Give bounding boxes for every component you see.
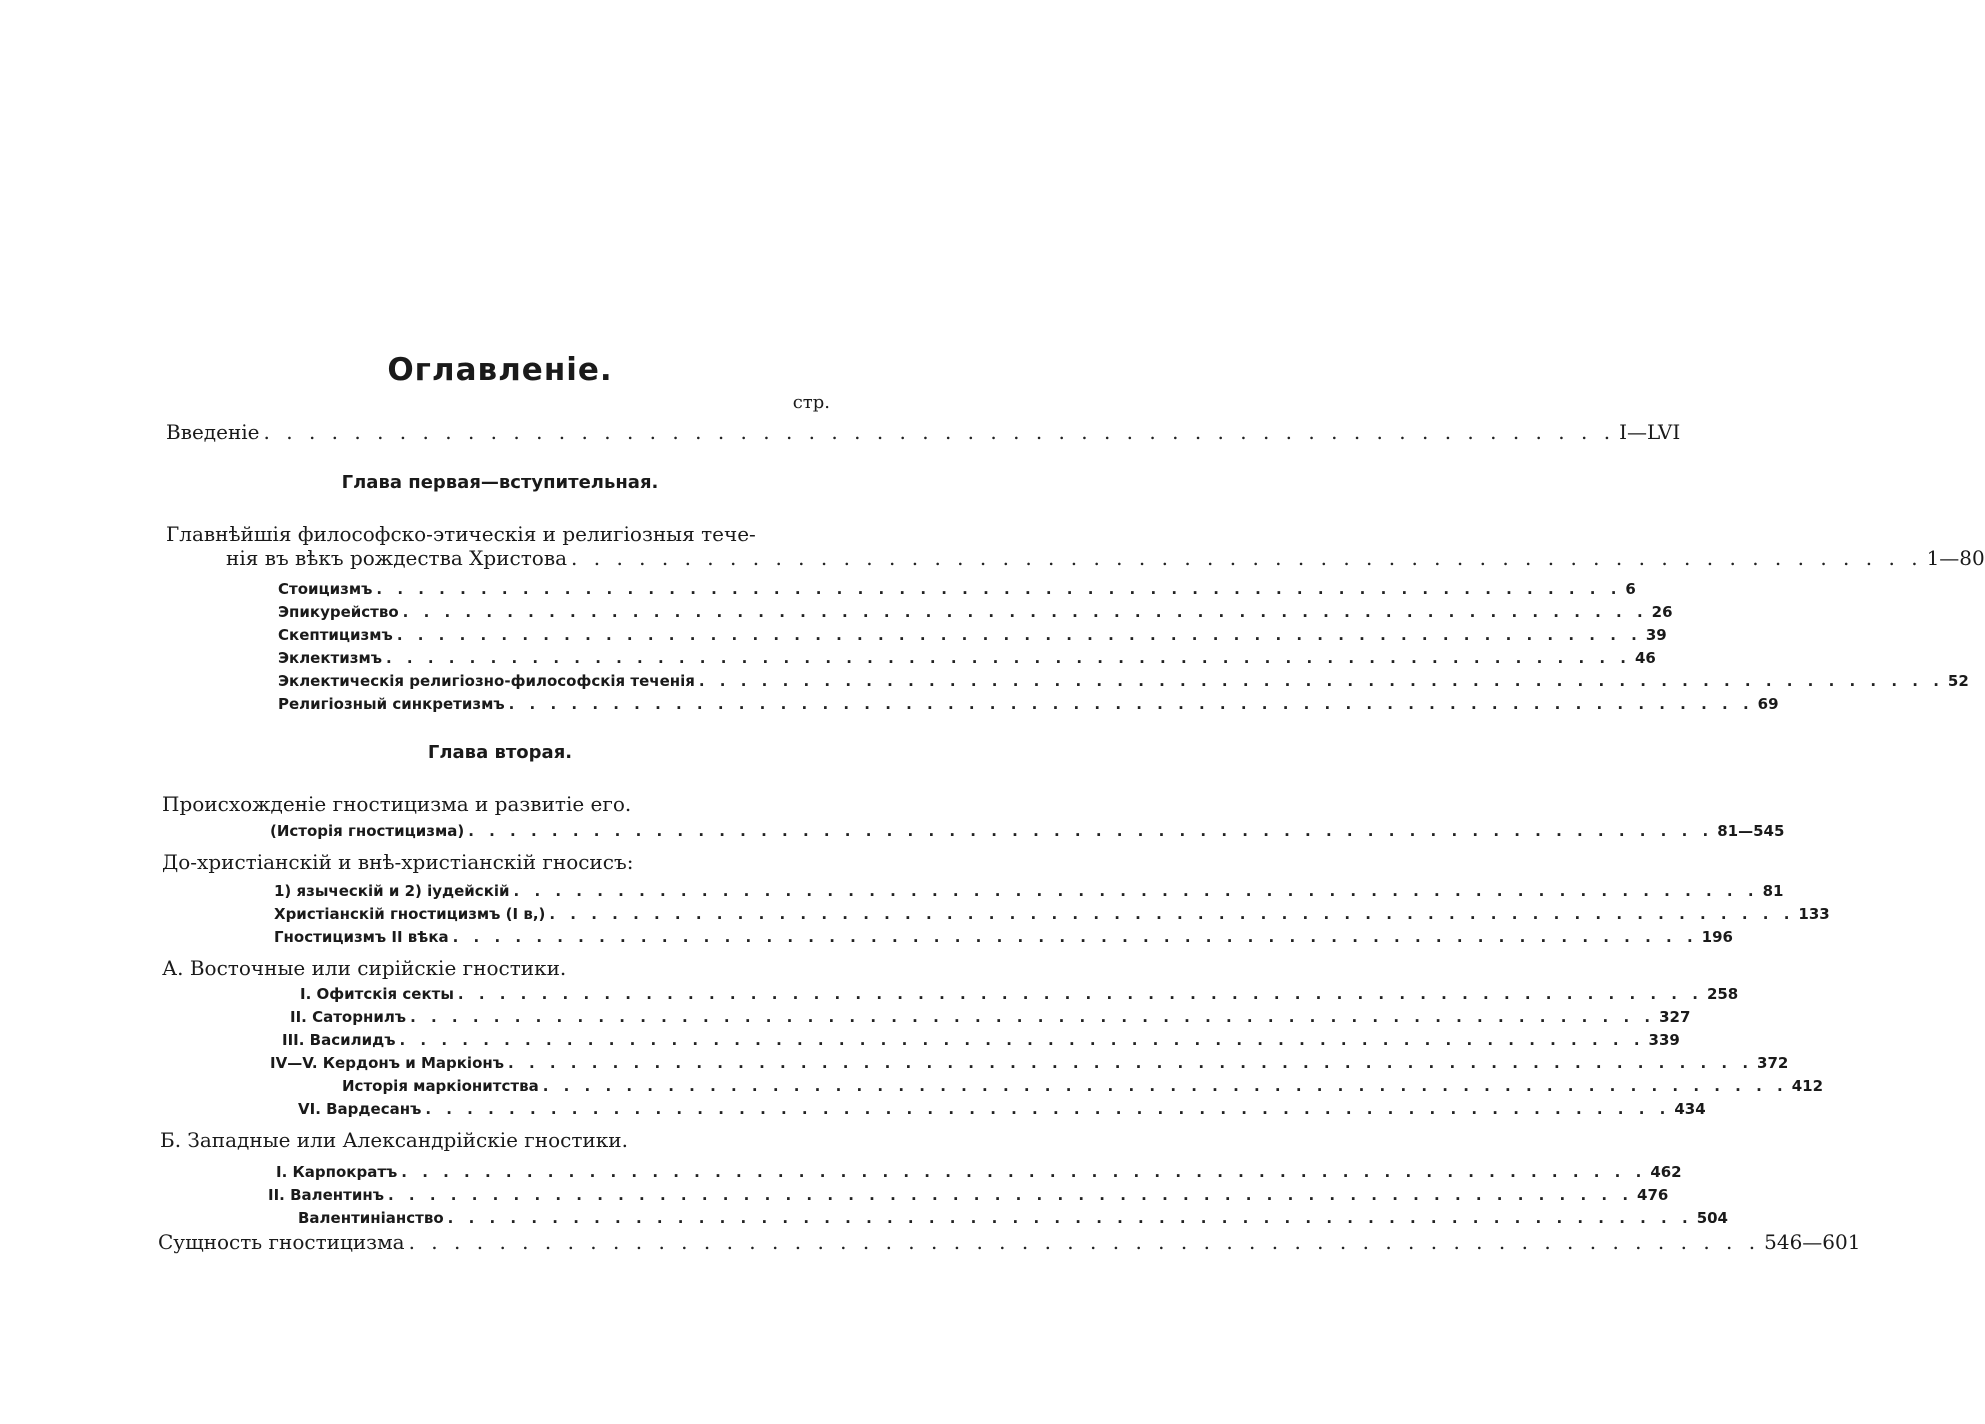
toc-subentry[interactable]	[278, 580, 1636, 598]
toc-entry-intro[interactable]	[166, 420, 1681, 444]
toc-entry-label: Эпикурейство	[278, 603, 399, 621]
leader-dots: . . . . . . . . . . . . . . . . . . . . . . . . . . . . . . . . . . . . . . . . . . . . . . . . . . . . . . . . . . . .	[410, 1008, 1656, 1026]
toc-subentry[interactable]	[278, 695, 1779, 713]
leader-dots: . . . . . . . . . . . . . . . . . . . . . . . . . . . . . . . . . . . . . . . . . . . . . . . . . . . . . . . . . . . .	[542, 1077, 1788, 1095]
leader-dots: . . . . . . . . . . . . . . . . . . . . . . . . . . . . . . . . . . . . . . . . . . . . . . . . . . . . . . . . . . . .	[376, 580, 1622, 598]
toc-entry-page: 46	[1635, 649, 1656, 667]
toc-subentry[interactable]	[300, 985, 1739, 1003]
toc-entry-label: 1) языческій и 2) іудейскій	[274, 882, 510, 900]
toc-pre-christian-line: До-христіанскій и внѣ-христіанскій гносисъ:	[162, 850, 634, 874]
toc-entry-label: III. Василидъ	[282, 1031, 396, 1049]
leader-dots: . . . . . . . . . . . . . . . . . . . . . . . . . . . . . . . . . . . . . . . . . . . . . . . . . . . . . . . . . . . .	[396, 626, 1642, 644]
toc-origin-line: Происхожденіе гностицизма и развитіе его.	[162, 792, 632, 816]
toc-entry-label: Стоицизмъ	[278, 580, 373, 598]
toc-subentry[interactable]	[282, 1031, 1680, 1049]
toc-section-b: Б. Западные или Александрійскіе гностики.	[160, 1128, 628, 1152]
toc-entry-page: 504	[1696, 1209, 1728, 1227]
toc-entry-page: 196	[1701, 928, 1733, 946]
toc-entry-label: II. Саторнилъ	[290, 1008, 407, 1026]
leader-dots: . . . . . . . . . . . . . . . . . . . . . . . . . . . . . . . . . . . . . . . . . . . . . . . . . . . . . . . . . . . .	[508, 1054, 1754, 1072]
toc-entry-label: Гностицизмъ II вѣка	[274, 928, 449, 946]
toc-entry-page: 1—80	[1926, 546, 1985, 570]
toc-subentry[interactable]	[274, 882, 1784, 900]
toc-entry-page: I—LVI	[1619, 420, 1681, 444]
toc-entry-label: VI. Вардесанъ	[298, 1100, 422, 1118]
toc-entry-page: 372	[1757, 1054, 1789, 1072]
toc-entry-page: 81	[1762, 882, 1784, 900]
toc-subentry[interactable]	[270, 1054, 1789, 1072]
toc-entry-label: Эклектическія религіозно-философскія теченія	[278, 672, 695, 690]
toc-entry-label: Скептицизмъ	[278, 626, 393, 644]
leader-dots: . . . . . . . . . . . . . . . . . . . . . . . . . . . . . . . . . . . . . . . . . . . . . . . . . . . . . . . . . . . .	[263, 420, 1616, 444]
toc-entry-label: нія въ вѣкъ рождества Христова	[226, 546, 568, 570]
toc-entry-label: Христіанскій гностицизмъ (I в,)	[274, 905, 546, 923]
toc-entry-page: 39	[1645, 626, 1667, 644]
leader-dots: . . . . . . . . . . . . . . . . . . . . . . . . . . . . . . . . . . . . . . . . . . . . . . . . . . . . . . . . . . . .	[408, 1230, 1761, 1254]
leader-dots: . . . . . . . . . . . . . . . . . . . . . . . . . . . . . . . . . . . . . . . . . . . . . . . . . . . . . . . . . . . .	[549, 905, 1795, 923]
toc-entry-page: 69	[1757, 695, 1779, 713]
leader-dots: . . . . . . . . . . . . . . . . . . . . . . . . . . . . . . . . . . . . . . . . . . . . . . . . . . . . . . . . . . . .	[402, 603, 1648, 621]
toc-section-a: А. Восточные или сирійскіе гностики.	[162, 956, 567, 980]
leader-dots: . . . . . . . . . . . . . . . . . . . . . . . . . . . . . . . . . . . . . . . . . . . . . . . . . . . . . . . . . . . .	[388, 1186, 1634, 1204]
toc-entry-label: Религіозный синкретизмъ	[278, 695, 505, 713]
page-column-header: стр.	[792, 392, 830, 413]
toc-entry-page: 6	[1625, 580, 1636, 598]
leader-dots: . . . . . . . . . . . . . . . . . . . . . . . . . . . . . . . . . . . . . . . . . . . . . . . . . . . . . . . . . . . .	[698, 672, 1944, 690]
leader-dots: . . . . . . . . . . . . . . . . . . . . . . . . . . . . . . . . . . . . . . . . . . . . . . . . . . . . . . . . . . . .	[508, 695, 1754, 713]
toc-entry-label: Введеніе	[166, 420, 260, 444]
toc-entry-page: 412	[1791, 1077, 1824, 1095]
toc-entry-page: 26	[1651, 603, 1673, 621]
toc-subentry[interactable]	[278, 603, 1673, 621]
toc-main-line-1: Главнѣйшія философско-этическія и религіозныя тече-	[166, 522, 756, 546]
leader-dots: . . . . . . . . . . . . . . . . . . . . . . . . . . . . . . . . . . . . . . . . . . . . . . . . . . . . . . . . . . . .	[571, 546, 1923, 570]
toc-entry-page: 327	[1659, 1008, 1691, 1026]
toc-entry-page: 476	[1637, 1186, 1669, 1204]
toc-entry-history[interactable]	[270, 822, 1785, 840]
toc-subentry[interactable]	[298, 1209, 1728, 1227]
toc-entry-page: 81—545	[1717, 822, 1785, 840]
toc-entry-label: I. Карпократъ	[276, 1163, 398, 1181]
leader-dots: . . . . . . . . . . . . . . . . . . . . . . . . . . . . . . . . . . . . . . . . . . . . . . . . . . . . . . . . . . . .	[385, 649, 1631, 667]
toc-subentry[interactable]	[276, 1163, 1682, 1181]
toc-subentry[interactable]	[290, 1008, 1691, 1026]
leader-dots: . . . . . . . . . . . . . . . . . . . . . . . . . . . . . . . . . . . . . . . . . . . . . . . . . . . . . . . . . . . .	[457, 985, 1703, 1003]
toc-entry-page: 434	[1674, 1100, 1706, 1118]
toc-subentry[interactable]	[274, 928, 1733, 946]
leader-dots: . . . . . . . . . . . . . . . . . . . . . . . . . . . . . . . . . . . . . . . . . . . . . . . . . . . . . . . . . . . .	[399, 1031, 1645, 1049]
page-title: Оглавленіе.	[387, 352, 613, 388]
toc-entry-label: Валентиніанство	[298, 1209, 444, 1227]
toc-entry-chapter1-main[interactable]	[226, 546, 1985, 570]
toc-entry-essence[interactable]	[158, 1230, 1861, 1254]
toc-subentry[interactable]	[342, 1077, 1824, 1095]
toc-subentry[interactable]	[268, 1186, 1669, 1204]
toc-subentry[interactable]	[278, 672, 1969, 690]
toc-subentry[interactable]	[278, 649, 1656, 667]
chapter-heading-1: Глава первая—вступительная.	[341, 472, 659, 493]
toc-entry-label: IV—V. Кердонъ и Маркіонъ	[270, 1054, 505, 1072]
toc-subentry[interactable]	[278, 626, 1667, 644]
chapter-heading-2: Глава вторая.	[427, 742, 573, 763]
toc-entry-page: 546—601	[1764, 1230, 1861, 1254]
toc-subentry[interactable]	[274, 905, 1830, 923]
toc-entry-page: 258	[1706, 985, 1739, 1003]
toc-entry-page: 52	[1947, 672, 1969, 690]
toc-entry-page: 339	[1648, 1031, 1680, 1049]
leader-dots: . . . . . . . . . . . . . . . . . . . . . . . . . . . . . . . . . . . . . . . . . . . . . . . . . . . . . . . . . . . .	[468, 822, 1714, 840]
leader-dots: . . . . . . . . . . . . . . . . . . . . . . . . . . . . . . . . . . . . . . . . . . . . . . . . . . . . . . . . . . . .	[513, 882, 1759, 900]
toc-entry-page: 133	[1798, 905, 1830, 923]
toc-subentry[interactable]	[298, 1100, 1706, 1118]
leader-dots: . . . . . . . . . . . . . . . . . . . . . . . . . . . . . . . . . . . . . . . . . . . . . . . . . . . . . . . . . . . .	[447, 1209, 1693, 1227]
toc-entry-page: 462	[1650, 1163, 1682, 1181]
toc-entry-label: (Исторія гностицизма)	[270, 822, 465, 840]
leader-dots: . . . . . . . . . . . . . . . . . . . . . . . . . . . . . . . . . . . . . . . . . . . . . . . . . . . . . . . . . . . .	[401, 1163, 1647, 1181]
leader-dots: . . . . . . . . . . . . . . . . . . . . . . . . . . . . . . . . . . . . . . . . . . . . . . . . . . . . . . . . . . . .	[452, 928, 1698, 946]
leader-dots: . . . . . . . . . . . . . . . . . . . . . . . . . . . . . . . . . . . . . . . . . . . . . . . . . . . . . . . . . . . .	[425, 1100, 1671, 1118]
toc-entry-label: II. Валентинъ	[268, 1186, 385, 1204]
toc-entry-label: Сущность гностицизма	[158, 1230, 405, 1254]
toc-entry-label: I. Офитскія секты	[300, 985, 454, 1003]
toc-entry-label: Исторія маркіонитства	[342, 1077, 539, 1095]
toc-entry-label: Эклектизмъ	[278, 649, 382, 667]
